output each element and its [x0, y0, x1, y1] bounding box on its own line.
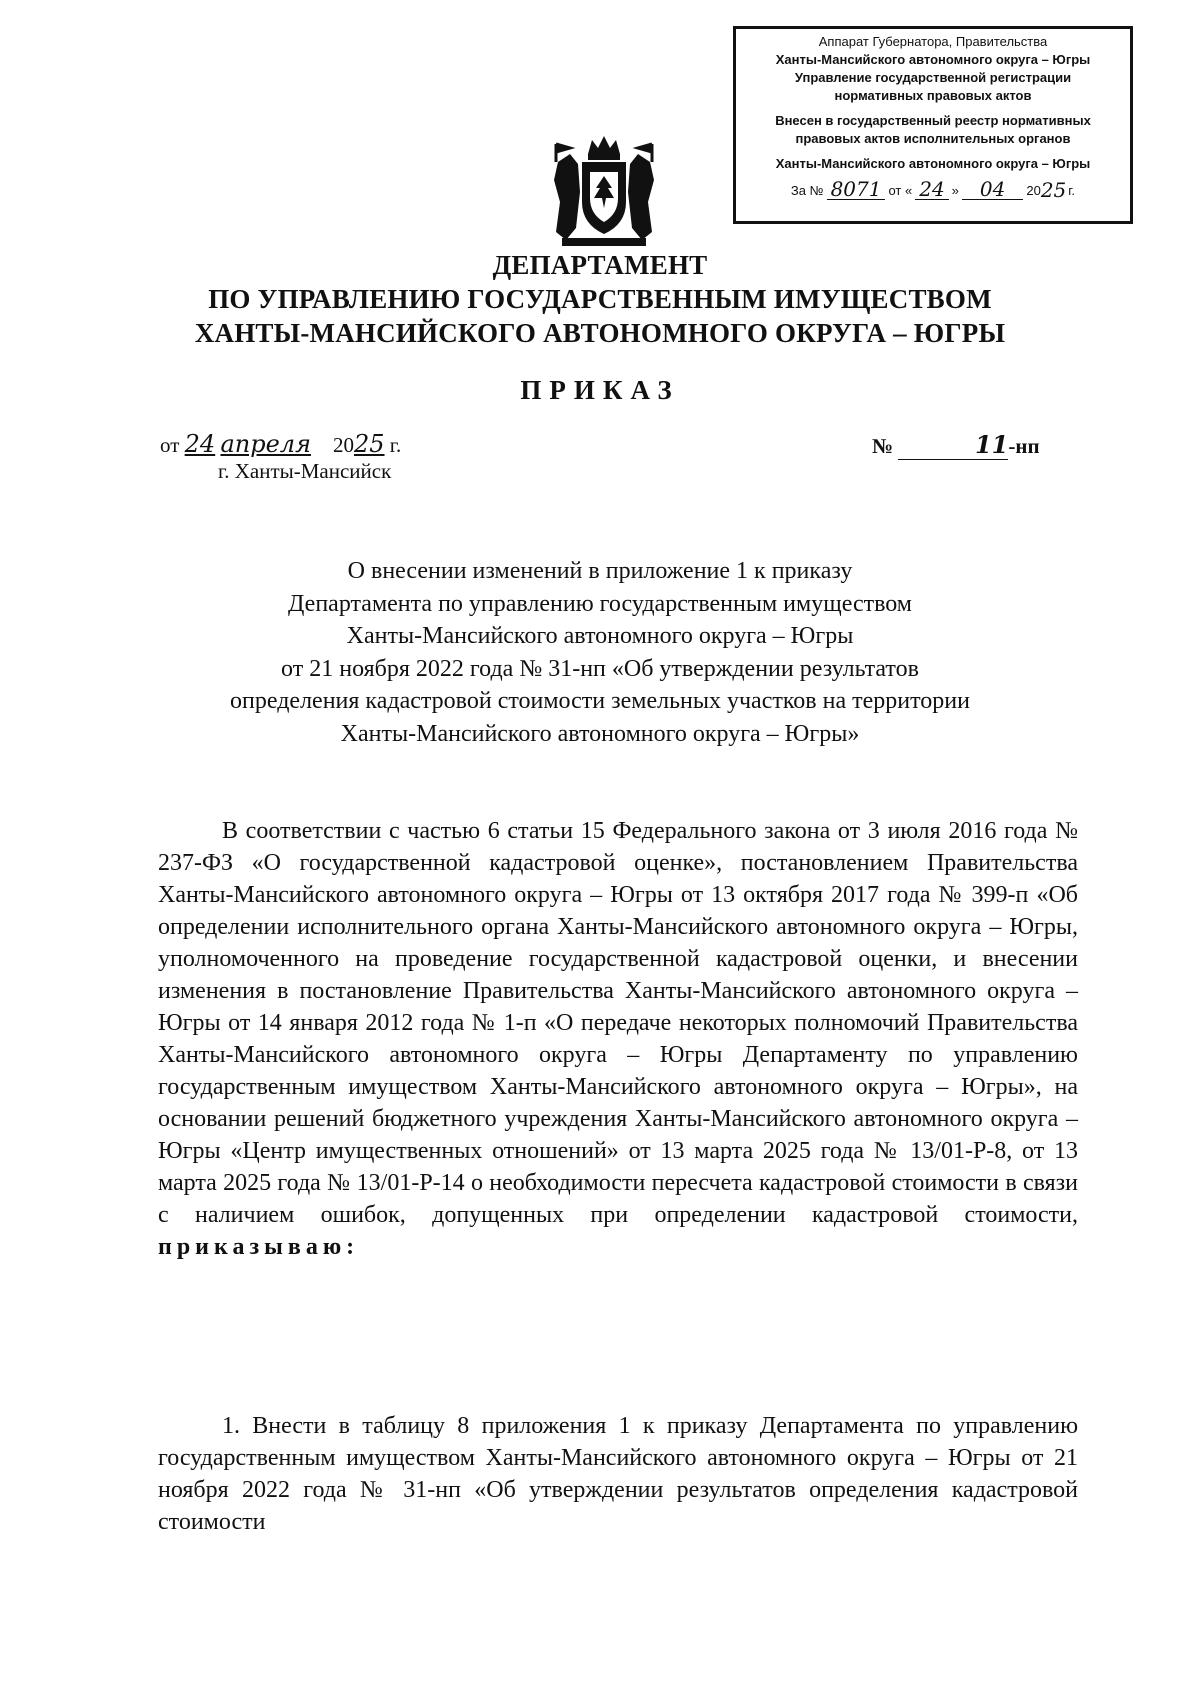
- coat-of-arms-icon: [548, 132, 660, 250]
- document-type-title: ПРИКАЗ: [520, 375, 680, 405]
- stamp-line: Управление государственной регистрации: [794, 70, 1072, 85]
- order-city: г. Ханты-Мансийск: [218, 459, 392, 483]
- date-prefix: от: [160, 433, 180, 457]
- subject-line: Департамента по управлению государственным имуществом: [288, 590, 912, 617]
- department-title-line-1: ДЕПАРТАМЕНТ: [492, 250, 708, 280]
- date-year: 25: [353, 430, 385, 458]
- subject-line: Ханты-Мансийского автономного округа – Югры: [346, 623, 854, 649]
- order-subject: [120, 555, 1080, 750]
- department-title-line-2: ПО УПРАВЛЕНИЮ ГОСУДАРСТВЕННЫМ ИМУЩЕСТВОМ: [208, 284, 992, 314]
- order-number: [872, 430, 1040, 460]
- date-suffix: г.: [389, 433, 402, 457]
- date-month: апреля: [220, 430, 311, 458]
- number-value: 11: [898, 430, 1008, 460]
- subject-line: Ханты-Мансийского автономного округа – Югры»: [340, 720, 860, 747]
- order-item-1: 1. Внести в таблицу 8 приложения 1 к приказу Департамента по управлению государственным имуществом Ханты-Мансийского автономного округа – Югры от 21 ноября 2022 года № 31-нп «Об утверждении результатов определения кадастровой стоимости: [158, 1413, 1078, 1535]
- preamble-text: В соответствии с частью 6 статьи 15 Федерального закона от 3 июля 2016 года № 237-ФЗ «О государственной кадастровой оценке», постановлением Правительства Ханты-Мансийского автономного округа – Югры от 13 октября 2017 года № 399-п «Об определении исполнительного органа Ханты-Мансийского автономного округа – Югры, уполномоченного на проведение государственной кадастровой оценки, и внесении изменения в постановление Правительства Ханты-Мансийского автономного округа – Югры от 14 января 2012 года № 1-п «О передаче некоторых полномочий Правительства Ханты-Мансийского автономного округа – Югры Департаменту по управлению государственным имуществом Ханты-Мансийского автономного округа – Югры», на основании решений бюджетного учреждения Ханты-Мансийского автономного округа – Югры «Центр имущественных отношений» от 13 марта 2025 года № 13/01-Р-8, от 13 марта 2025 года № 13/01-Р-14 о необходимости пересчета кадастровой стоимости в связи с наличием ошибок, допущенных при определении кадастровой стоимости,: [158, 818, 1078, 1228]
- number-prefix: №: [872, 434, 894, 458]
- stamp-line: Ханты-Мансийского автономного округа – Югры: [775, 156, 1091, 171]
- number-suffix: -нп: [1008, 434, 1040, 458]
- stamp-registration-row: [736, 179, 1130, 200]
- registration-stamp: [733, 26, 1133, 224]
- order-verb: приказываю:: [158, 1234, 360, 1260]
- stamp-reg-prefix: За №: [790, 183, 824, 198]
- department-title-line-3: ХАНТЫ-МАНСИЙСКОГО АВТОНОМНОГО ОКРУГА – ЮГРЫ: [194, 318, 1006, 348]
- stamp-line: Внесен в государственный реестр нормативных: [775, 113, 1091, 128]
- stamp-line: нормативных правовых актов: [834, 88, 1032, 103]
- date-year-prefix: 20: [332, 433, 354, 457]
- stamp-reg-day: 24: [915, 179, 948, 200]
- stamp-reg-from: от «: [888, 183, 913, 198]
- stamp-reg-year: 25: [1040, 178, 1067, 202]
- stamp-line: Ханты-Мансийского автономного округа – Югры: [775, 52, 1091, 67]
- subject-line: определения кадастровой стоимости земельных участков на территории: [230, 688, 970, 714]
- stamp-line: Аппарат Губернатора, Правительства: [818, 34, 1048, 49]
- date-day: 24: [184, 430, 216, 458]
- preamble-paragraph: [158, 815, 1078, 1263]
- subject-line: от 21 ноября 2022 года № 31-нп «Об утверждении результатов: [281, 655, 919, 682]
- stamp-reg-suffix: г.: [1068, 183, 1076, 198]
- subject-line: О внесении изменений в приложение 1 к приказу: [347, 558, 853, 584]
- stamp-line: правовых актов исполнительных органов: [795, 131, 1071, 146]
- stamp-reg-close: »: [951, 183, 959, 198]
- stamp-reg-year-prefix: 20: [1026, 183, 1041, 198]
- order-date: [160, 430, 401, 458]
- stamp-reg-month: 04: [962, 179, 1023, 200]
- stamp-reg-number: 8071: [827, 179, 886, 200]
